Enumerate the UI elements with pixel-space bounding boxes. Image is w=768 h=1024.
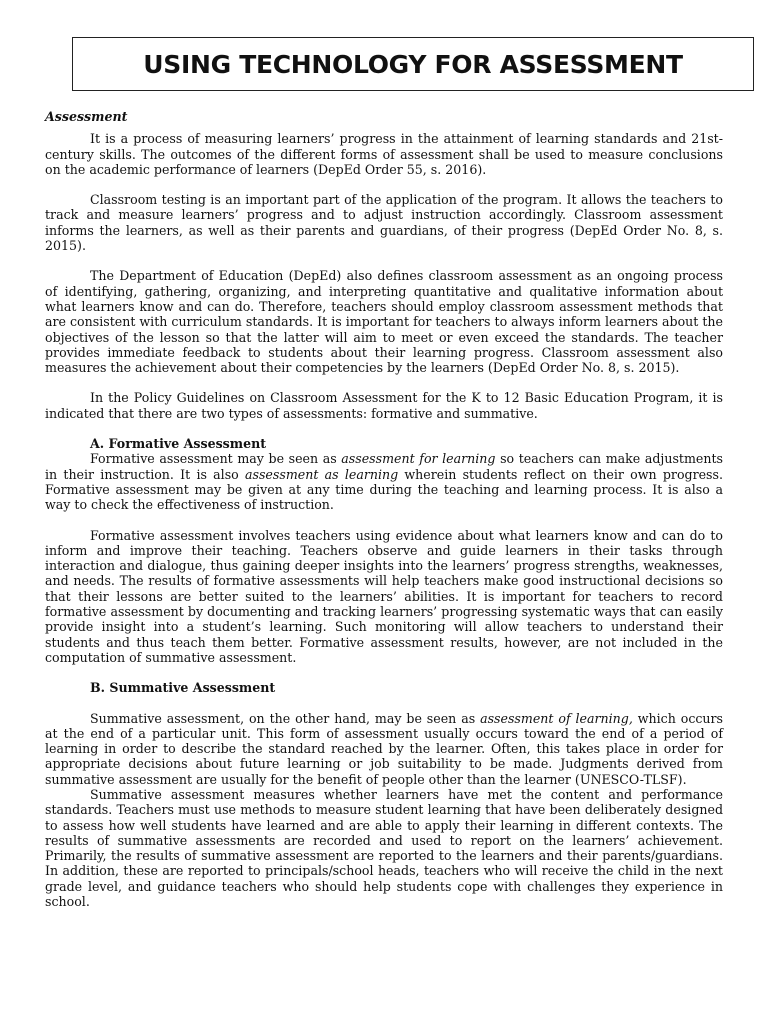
formative-p1-text-c: wherein students reflect on their own progress. Formative assessment may be given at any time during the teaching and learning process. It is also a way to check the effectiveness of instruction. <box>45 466 723 513</box>
intro-paragraph-1: It is a process of measuring learners’ progress in the attainment of learning standards and 21st-century skills. The outcomes of the different forms of assessment shall be used to measure conclusions on the academic performance of learners (DepEd Order 55, s. 2016). <box>45 131 723 177</box>
intro-paragraph-2: Classroom testing is an important part of the application of the program. It allows the teachers to track and measure learners’ progress and to adjust instruction accordingly. Classroom assessment informs the learners, as well as their parents and guardians, of their progress (DepEd Order No. 8, s. 2015). <box>45 192 723 254</box>
formative-p1-emphasis-2: assessment as learning <box>245 466 399 482</box>
formative-paragraph-2: Formative assessment involves teachers using evidence about what learners know and can do to inform and improve their teaching. Teachers observe and guide learners in their tasks through interaction and dialogue, thus gaining deeper insights into the learners’ progress strengths, weaknesses, and needs. The results of formative assessments will help teachers make good instructional decisions so that their lessons are better suited to the learners’ abilities. It is important for teachers to record formative assessment by documenting and tracking learners’ progressing systematic ways that can easily provide insight into a student’s learning. Such monitoring will allow teachers to understand their students and thus teach them better. Formative assessment results, however, are not included in the computation of summative assessment. <box>45 527 723 665</box>
summative-paragraph-2: Summative assessment measures whether learners have met the content and performance standards. Teachers must use methods to measure student learning that have been deliberately designed to assess how well students have learned and are able to apply their learning in different contexts. The results of summative assessments are recorded and used to report on the learners’ achievement. Primarily, the results of summative assessment are reported to the learners and their parents/guardians. In addition, these are reported to principals/school heads, teachers who will receive the child in the next grade level, and guidance teachers who should help students cope with challenges they experience in school. <box>45 786 723 910</box>
page-title: USING TECHNOLOGY FOR ASSESSMENT <box>143 49 683 79</box>
formative-p1-emphasis-1: assessment for learning <box>341 451 496 467</box>
summative-heading: B. Summative Assessment <box>90 680 276 696</box>
formative-paragraph-1 <box>45 451 723 512</box>
formative-p1-text-b: so teachers can make adjustments in their instruction. It is also <box>45 451 723 482</box>
title-box <box>72 37 754 91</box>
section-label: Assessment <box>45 109 128 124</box>
intro-paragraph-3: The Department of Education (DepEd) also defines classroom assessment as an ongoing process of identifying, gathering, organizing, and interpreting quantitative and qualitative information about what learners know and can do. Therefore, teachers should employ classroom assessment methods that are consistent with curriculum standards. It is important for teachers to always inform learners about the objectives of the lesson so that the latter will aim to meet or even exceed the standards. The teacher provides immediate feedback to students about their learning progress. Classroom assessment also measures the achievement about their competencies by the learners (DepEd Order No. 8, s. 2015). <box>45 268 723 376</box>
summative-paragraph-1 <box>45 711 723 787</box>
intro-paragraph-4: In the Policy Guidelines on Classroom Assessment for the K to 12 Basic Education Program, it is indicated that there are two types of assessments: formative and summative. <box>45 390 723 421</box>
formative-heading: A. Formative Assessment <box>90 436 267 452</box>
summative-p1-text-b: which occurs at the end of a particular unit. This form of assessment usually occurs toward the end of a period of learning in order to describe the standard reached by the learner. Often, this takes place in order for appropriate decisions about future learning or job suitability to be made. Judgments derived from summative assessment are usually for the benefit of people other than the learner (UNESCO-TLSF). <box>45 710 724 787</box>
summative-p1-text-a: Summative assessment, on the other hand, may be seen as <box>90 710 481 726</box>
formative-p1-text-a: Formative assessment may be seen as <box>90 451 342 467</box>
document-body <box>45 109 723 909</box>
summative-p1-emphasis: assessment of learning, <box>480 710 633 726</box>
